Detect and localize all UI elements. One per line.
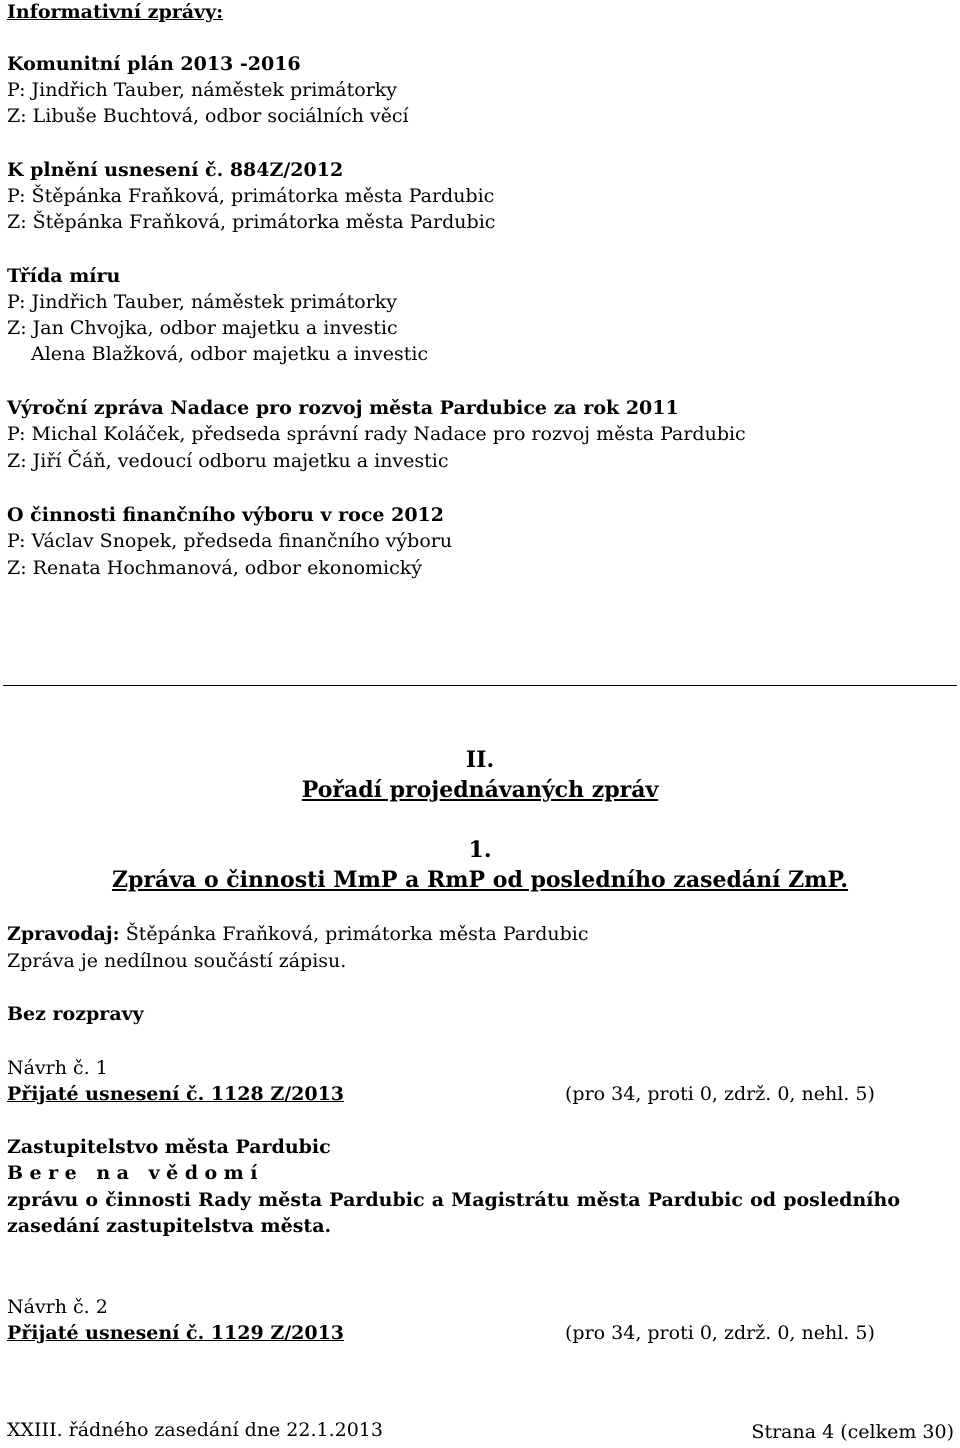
item-title: Komunitní plán 2013 -2016: [7, 53, 301, 75]
item-line: P: Štěpánka Fraňková, primátorka města Pardubic: [7, 185, 495, 207]
resolution-number: Přijaté usnesení č. 1129 Z/2013: [7, 1322, 345, 1344]
item-title: Výroční zpráva Nadace pro rozvoj města Pardubice za rok 2011: [7, 397, 679, 419]
item-title: Třída míru: [7, 265, 121, 287]
resolution-verb: Bere na vědomí: [7, 1162, 265, 1184]
item-title: O činnosti finančního výboru v roce 2012: [7, 504, 444, 526]
section-title: Pořadí projednávaných zpráv: [301, 777, 659, 803]
item-line: Z: Libuše Buchtová, odbor sociálních věcí: [7, 105, 409, 127]
item-line: Z: Jiří Čáň, vedoucí odboru majetku a investic: [7, 450, 449, 472]
item-line: P: Michal Koláček, předseda správní rady Nadace pro rozvoj města Pardubic: [7, 423, 746, 445]
item-line: P: Jindřich Tauber, náměstek primátorky: [7, 291, 398, 313]
item-title: K plnění usnesení č. 884Z/2012: [7, 159, 344, 181]
resolution-body: Zastupitelstvo města Pardubic: [7, 1136, 331, 1158]
vote-result: (pro 34, proti 0, zdrž. 0, nehl. 5): [565, 1083, 875, 1105]
rapporteur-line: [7, 922, 589, 946]
resolution-number: Přijaté usnesení č. 1128 Z/2013: [7, 1083, 345, 1105]
resolution-text: zprávu o činnosti Rady města Pardubic a Magistrátu města Pardubic od posledního: [7, 1189, 900, 1211]
proposal-label: Návrh č. 2: [7, 1296, 108, 1318]
rapporteur-label: Zpravodaj:: [7, 923, 120, 945]
report-note: Zpráva je nedílnou součástí zápisu.: [7, 950, 347, 972]
vote-result: (pro 34, proti 0, zdrž. 0, nehl. 5): [565, 1322, 875, 1344]
footer-session: XXIII. řádného zasedání dne 22.1.2013: [7, 1419, 383, 1441]
item-line: P: Jindřich Tauber, náměstek primátorky: [7, 79, 398, 101]
footer-page-number: Strana 4 (celkem 30): [751, 1421, 954, 1443]
discussion-status: Bez rozpravy: [7, 1003, 144, 1025]
item-line: P: Václav Snopek, předseda finančního výboru: [7, 530, 453, 552]
informative-heading: Informativní zprávy:: [7, 1, 224, 23]
item-line: Alena Blažková, odbor majetku a investic: [31, 343, 429, 365]
proposal-label: Návrh č. 1: [7, 1057, 108, 1079]
item-line: Z: Renata Hochmanová, odbor ekonomický: [7, 557, 422, 579]
section-divider: [3, 685, 957, 686]
rapporteur-name: Štěpánka Fraňková, primátorka města Pardubic: [119, 923, 589, 945]
item-line: Z: Jan Chvojka, odbor majetku a investic: [7, 317, 398, 339]
report-number: 1.: [468, 837, 492, 863]
resolution-text: zasedání zastupitelstva města.: [7, 1215, 332, 1237]
section-number: II.: [465, 747, 495, 773]
report-title: Zpráva o činnosti MmP a RmP od posledního zasedání ZmP.: [111, 867, 849, 893]
item-line: Z: Štěpánka Fraňková, primátorka města Pardubic: [7, 211, 496, 233]
